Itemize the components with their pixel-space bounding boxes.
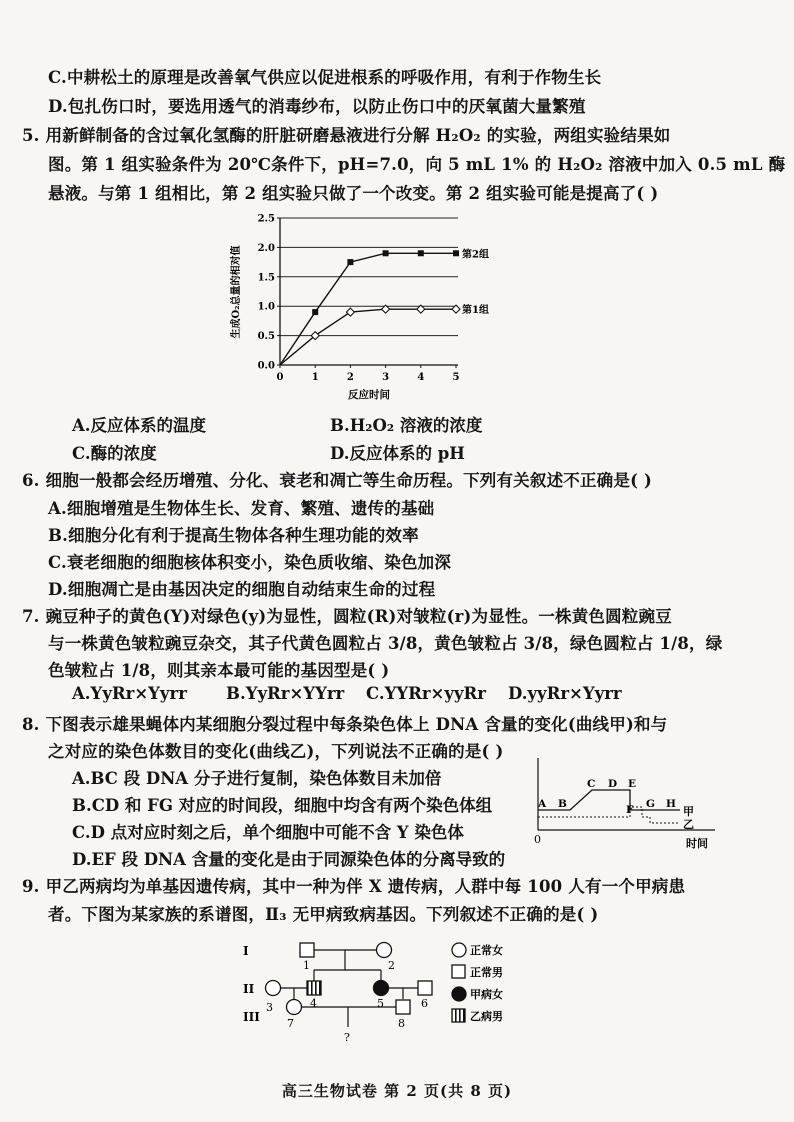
chart-point (418, 250, 424, 256)
chart-y-tick-label: 2.5 (257, 213, 275, 225)
chart-x-tick-label: 3 (382, 372, 390, 383)
individual-I2 (377, 943, 392, 958)
individual-III7 (287, 1000, 302, 1015)
chart-series-label: 第1组 (462, 305, 489, 317)
num-4: 4 (310, 997, 317, 1010)
q8-origin-label: 0 (534, 833, 541, 846)
q8-point-a: A (538, 798, 547, 810)
chart-x-tick-label: 2 (346, 372, 354, 383)
q5-option-a: A.反应体系的温度 (72, 416, 207, 435)
chart-y-tick-label: 0.0 (257, 360, 275, 372)
q8-label-jia: 甲 (683, 805, 694, 818)
q8-option-d: D.EF 段 DNA 含量的变化是由于同源染色体的分离导致的 (72, 850, 506, 869)
q5-stem-line2: 图。第 1 组实验条件为 20℃条件下，pH=7.0，向 5 mL 1% 的 H₂O₂ 溶液中加入 0.5 mL 酶 (48, 155, 786, 174)
q4-option-d: D.包扎伤口时，要选用透气的消毒纱布，以防止伤口中的厌氧菌大量繁殖 (48, 97, 586, 116)
legend-normal-female-icon (452, 943, 466, 957)
chart-point (383, 250, 389, 256)
individual-II5 (374, 981, 389, 996)
num-3: 3 (266, 1001, 273, 1014)
chart-y-tick-label: 1.0 (257, 301, 275, 313)
q5-stem-line1: 5. 用新鲜制备的含过氧化氢酶的肝脏研磨悬液进行分解 H₂O₂ 的实验，两组实验结果如 (22, 126, 671, 145)
q5-line-chart (230, 208, 530, 408)
q6-option-a: A.细胞增殖是生物体生长、发育、繁殖、遗传的基础 (48, 499, 435, 518)
legend-yi-male-icon (452, 1009, 465, 1022)
q7-stem-line2: 与一株黄色皱粒豌豆杂交，其子代黄色圆粒占 3/8，黄色皱粒占 3/8，绿色圆粒占 1/8，绿 (48, 634, 723, 653)
q8-stem-line1: 8. 下图表示雄果蝇体内某细胞分裂过程中每条染色体上 DNA 含量的变化(曲线甲)和与 (22, 715, 668, 734)
q8-option-b: B.CD 和 FG 对应的时间段，细胞中均含有两个染色体组 (72, 796, 493, 815)
individual-I1 (300, 943, 314, 957)
legend-jia-female-icon (452, 987, 466, 1001)
q8-chromosome-dna-figure (530, 755, 720, 855)
chart-series-label: 第2组 (462, 249, 489, 261)
chart-point (312, 309, 318, 315)
q8-point-g: G (646, 798, 655, 810)
q8-x-label: 时间 (686, 837, 708, 850)
individual-II4 (307, 981, 321, 995)
chart-y-tick-label: 2.0 (257, 242, 275, 254)
q9-stem-line1: 9. 甲乙两病均为单基因遗传病，其中一种为伴 X 遗传病，人群中每 100 人有一个甲病患 (22, 877, 686, 896)
num-5: 5 (377, 997, 384, 1010)
q8-option-c: C.D 点对应时刻之后，单个细胞中可能不含 Y 染色体 (72, 823, 464, 842)
q8-point-e: E (628, 778, 637, 790)
gen-label-3: III (243, 1010, 260, 1024)
q7-stem-line1: 7. 豌豆种子的黄色(Y)对绿色(y)为显性，圆粒(R)对皱粒(r)为显性。一株黄色圆粒豌豆 (22, 607, 672, 626)
q7-option-c: C.YYRr×yyRr (366, 684, 486, 703)
num-7: 7 (287, 1017, 294, 1030)
chart-x-tick-label: 0 (276, 372, 284, 383)
legend-jia-female: 甲病女 (470, 988, 503, 1001)
gen-label-1: I (243, 944, 249, 958)
q7-option-a: A.YyRr×Yyrr (72, 684, 187, 703)
q8-stem-line2: 之对应的染色体数目的变化(曲线乙)，下列说法不正确的是( ) (48, 742, 504, 761)
q8-point-c: C (587, 778, 596, 790)
q8-point-f: F (626, 804, 634, 816)
chart-point (347, 259, 353, 265)
q6-option-b: B.细胞分化有利于提高生物体各种生理功能的效率 (48, 526, 419, 545)
gen-label-2: II (243, 982, 255, 996)
q5-option-c: C.酶的浓度 (72, 444, 157, 463)
chart-x-label: 反应时间 (348, 389, 390, 401)
q8-point-b: B (558, 798, 567, 810)
q8-point-d: D (608, 778, 618, 790)
chart-point (453, 250, 459, 256)
chart-x-tick-label: 1 (311, 372, 319, 383)
q8-point-h: H (666, 798, 676, 810)
q7-option-d: D.yyRr×Yyrr (508, 684, 622, 703)
q9-pedigree (238, 935, 558, 1045)
q5-option-b: B.H₂O₂ 溶液的浓度 (330, 416, 483, 435)
q6-option-c: C.衰老细胞的细胞核体积变小，染色质收缩、染色加深 (48, 553, 452, 572)
legend-normal-male-icon (452, 965, 465, 978)
q6-option-d: D.细胞凋亡是由基因决定的细胞自动结束生命的过程 (48, 580, 436, 599)
num-2: 2 (388, 959, 395, 972)
legend-yi-male: 乙病男 (470, 1010, 503, 1023)
q9-stem-line2: 者。下图为某家族的系谱图，Ⅱ₃ 无甲病致病基因。下列叙述不正确的是( ) (48, 905, 599, 924)
num-6: 6 (421, 997, 428, 1010)
q5-stem-line3: 悬液。与第 1 组相比，第 2 组实验只做了一个改变。第 2 组实验可能是提高了( ) (48, 184, 659, 203)
q4-option-c: C.中耕松土的原理是改善氧气供应以促进根系的呼吸作用，有利于作物生长 (48, 68, 602, 87)
num-8: 8 (398, 1017, 405, 1030)
chart-series-line (280, 309, 456, 365)
q6-stem: 6. 细胞一般都会经历增殖、分化、衰老和凋亡等生命历程。下列有关叙述不正确是( ) (22, 471, 653, 490)
unknown-offspring: ? (344, 1031, 350, 1044)
q8-label-yi: 乙 (683, 818, 694, 831)
chart-x-tick-label: 5 (452, 372, 460, 383)
chart-point (346, 308, 354, 316)
legend-normal-female: 正常女 (470, 944, 503, 957)
chart-gridlines (280, 218, 458, 336)
individual-II3 (266, 981, 281, 996)
legend-normal-male: 正常男 (470, 966, 503, 979)
num-1: 1 (303, 959, 310, 972)
q5-option-d: D.反应体系的 pH (330, 444, 465, 463)
q8-option-a: A.BC 段 DNA 分子进行复制，染色体数目未加倍 (72, 769, 442, 788)
page-footer: 高三生物试卷 第 2 页(共 8 页) (281, 1082, 513, 1100)
chart-x-tick-label: 4 (417, 372, 425, 383)
individual-III8 (396, 1000, 410, 1014)
chart-y-label: 生成O₂总量的相对值 (231, 245, 242, 339)
q7-stem-line3: 色皱粒占 1/8，则其亲本最可能的基因型是( ) (48, 661, 390, 680)
q7-option-b: B.YyRr×YYrr (226, 684, 345, 703)
individual-II6 (418, 981, 432, 995)
chart-y-tick-label: 0.5 (257, 331, 275, 343)
chart-y-tick-label: 1.5 (257, 272, 275, 284)
